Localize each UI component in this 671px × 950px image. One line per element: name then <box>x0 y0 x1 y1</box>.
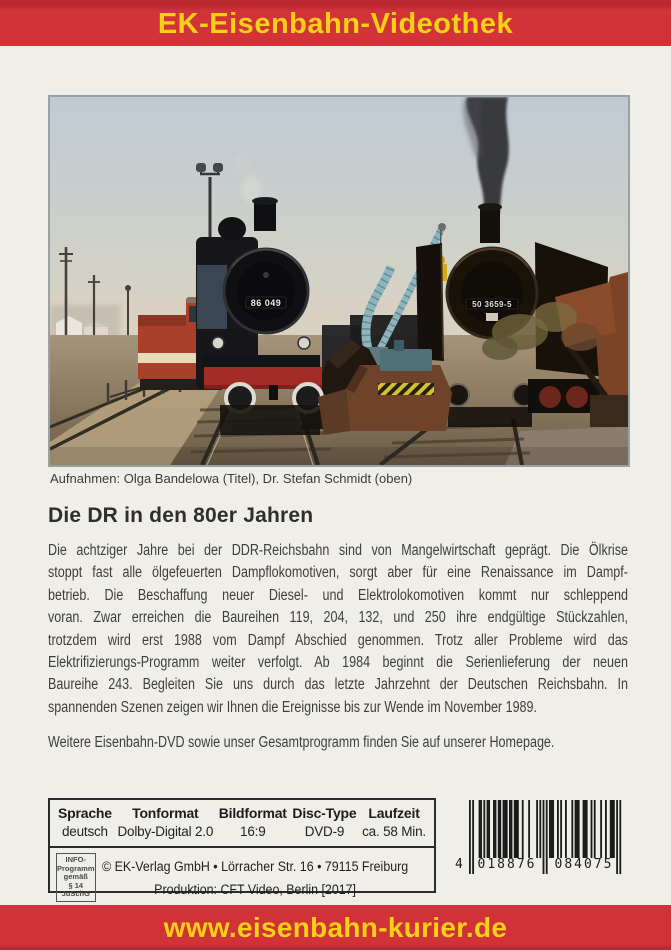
series-title: EK-Eisenbahn-Videothek <box>157 7 514 40</box>
description-line: spannenden Szenen zeigen wir Ihnen die Ereignisse bis zur Wende im November 1989. <box>48 698 538 716</box>
spec-value: deutsch <box>61 824 108 839</box>
photo-caption: Aufnahmen: Olga Bandelowa (Titel), Dr. Stefan Schmidt (oben) <box>50 471 413 486</box>
cover-photo-frame <box>48 95 630 467</box>
production-credit: Produktion: CFT Video, Berlin [2017] <box>153 881 356 897</box>
description-paragraph <box>48 540 628 719</box>
description-line: betrieb. Die Beschaffung neuer Diesel- und Elektrolokomotiven kommt nur schleppend <box>48 586 628 604</box>
top-banner <box>0 0 671 46</box>
ean-barcode <box>455 800 627 895</box>
spec-column <box>362 805 426 839</box>
publisher-row <box>50 848 434 907</box>
cover-photo <box>50 97 628 465</box>
description-line: Die achtziger Jahre bei der DDR-Reichsbahn sind von Mangelwirtschaft geprägt. Die Ölkrise <box>48 542 628 559</box>
barcode-group2: 084075 <box>554 857 614 872</box>
specs-box <box>48 798 436 899</box>
juschg-rating-box <box>56 853 96 902</box>
barcode-first-digit: 4 <box>455 857 463 872</box>
right-loco-number-plate: 50 3659-5 <box>472 300 512 309</box>
homepage-note: Weitere Eisenbahn-DVD sowie unser Gesamtprogramm finden Sie auf unserer Homepage. <box>48 734 555 752</box>
spec-column <box>292 805 356 839</box>
publisher-address: © EK-Verlag GmbH • Lörracher Str. 16 • 79115 Freiburg <box>101 858 408 874</box>
rating-box-line: Programm <box>57 863 95 873</box>
spec-value: ca. 58 Min. <box>362 824 426 839</box>
left-loco-number-plate: 86 049 <box>250 298 282 308</box>
website-url: www.eisenbahn-kurier.de <box>163 911 508 943</box>
bottom-banner <box>0 905 671 950</box>
rating-box-line: § 14 <box>68 880 84 890</box>
description-line: stoppt fast alle ölgefeuerten Dampflokomotiven, sorgt aber für eine Renaissance im Dampf- <box>48 564 628 582</box>
description-text <box>48 540 628 754</box>
rating-box-line: INFO- <box>65 855 86 864</box>
rating-box-line: gemäß <box>63 872 88 882</box>
spec-label: Bildformat <box>218 805 287 821</box>
description-line: Baureihe 243. Begleiten Sie uns durch das letzte Jahrzehnt der Deutschen Reichsbahn. In <box>48 676 628 694</box>
description-line: Elektrifizierungs-Programm weiter verfolgt. Ab 1984 beginnt die Serienlieferung der neuen <box>48 654 628 672</box>
title-heading: Die DR in den 80er Jahren <box>48 504 314 527</box>
spec-value: Dolby-Digital 2.0 <box>117 824 214 839</box>
spec-column <box>117 805 213 839</box>
spec-column <box>219 805 287 839</box>
spec-column <box>58 805 112 839</box>
spec-value: 16:9 <box>240 824 266 839</box>
spec-label: Sprache <box>58 805 112 821</box>
foreground-shadow <box>50 447 628 465</box>
spec-label: Disc-Type <box>292 805 357 821</box>
barcode-group1: 018876 <box>477 857 537 872</box>
publisher-info <box>102 858 408 897</box>
rating-box-line: JuSchG <box>61 889 90 899</box>
spec-value: DVD-9 <box>304 824 345 839</box>
spec-label: Tonformat <box>132 805 199 821</box>
description-line: voran. Zwar erreichen die Baureihen 119, 204, 132, und 250 ihre endgültige Stückzahlen, <box>48 609 628 627</box>
description-line: trotzdem wird erst 1988 vom Dampf Abschied genommen. Trotz aller Probleme wird das <box>48 631 628 649</box>
spec-label: Laufzeit <box>368 805 420 821</box>
specs-table <box>50 800 434 846</box>
